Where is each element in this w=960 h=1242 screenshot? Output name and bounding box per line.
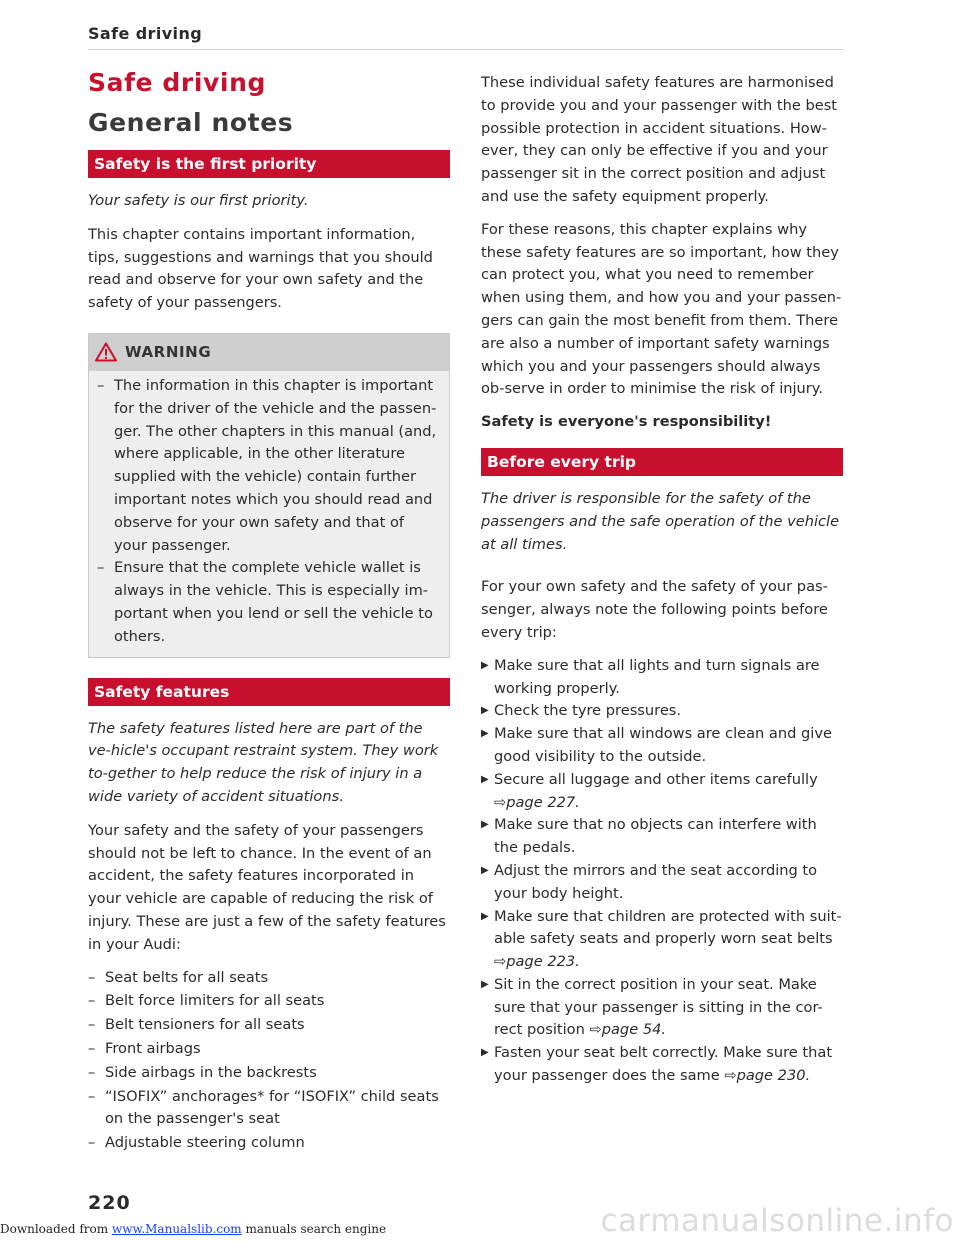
checklist-item: ▶ Fasten your seat belt correctly. Make sure that your passenger does the same ⇨page 230.	[481, 1044, 833, 1085]
warning-label: WARNING	[125, 343, 212, 362]
warning-header	[89, 334, 449, 371]
list-item: – Seat belts for all seats	[88, 968, 269, 986]
intro-text: Your safety is our first priority.	[88, 192, 309, 209]
checklist-item: ▶ Make sure that all lights and turn signals are working properly.	[481, 656, 820, 697]
warning-box	[88, 333, 450, 658]
bullet-triangle-icon: ▶	[481, 978, 489, 990]
page-reference-link[interactable]: ⇨page 223.	[494, 953, 580, 971]
bullet-triangle-icon: ▶	[481, 819, 489, 831]
left-column	[88, 66, 450, 1156]
responsibility-note: Safety is everyone's responsibility!	[481, 413, 772, 431]
checklist-item: ▶ Check the tyre pressures.	[481, 700, 843, 723]
checklist-item: ▶ Make sure that no objects can interfere with the pedals.	[481, 816, 817, 857]
warning-item: – Ensure that the complete vehicle wallet is always in the vehicle. This is especially im-portant when you lend or sell the vehicle to others.	[97, 559, 433, 645]
checklist-item: ▶ Make sure that children are protected with suit-able safety seats and properly worn seat belts ⇨page 223.	[481, 907, 842, 971]
body-paragraph: This chapter contains important information, tips, suggestions and warnings that you should read and observe for your own safety and the safety of your passengers.	[88, 225, 433, 312]
bullet-triangle-icon: ▶	[481, 659, 489, 671]
intro-text: The safety features listed here are part of the ve-hicle's occupant restraint system. They work to-gether to help reduce the risk of injury in a wide variety of accident situations.	[88, 719, 439, 805]
intro-text: The driver is responsible for the safety of the passengers and the safe operation of the vehicle at all times.	[481, 489, 840, 553]
page-number: 220	[88, 1192, 131, 1214]
list-item: – Belt force limiters for all seats	[88, 992, 325, 1010]
safety-features-list	[88, 967, 450, 1155]
list-item: – Front airbags	[88, 1039, 201, 1057]
warning-item: – The information in this chapter is important for the driver of the vehicle and the passen-ger. The other chapters in this manual (and, where applicable, in the other literature supplied with the vehicle) contain further important notes which you should read and observe for your own safety and that of your passenger.	[97, 376, 437, 554]
page-reference-link[interactable]: ⇨page 230.	[724, 1067, 811, 1085]
watermark: carmanualsonline.info	[600, 1203, 954, 1239]
body-paragraph: Your safety and the safety of your passengers should not be left to chance. In the event of an accident, the safety features incorporated in your vehicle are capable of reducing the risk of injury. These are just a few of the safety features in your Audi:	[88, 821, 446, 953]
checklist-item: ▶ Make sure that all windows are clean and give good visibility to the outside.	[481, 725, 832, 765]
manualslib-link[interactable]: www.Manualslib.com	[111, 1222, 242, 1236]
chapter-title: Safe driving	[88, 68, 266, 97]
page-reference-link[interactable]: ⇨page 227.	[494, 793, 580, 811]
header-divider	[88, 49, 844, 50]
list-item: – Adjustable steering column	[88, 1134, 305, 1152]
list-item: – “ISOFIX” anchorages* for “ISOFIX” child seats on the passenger's seat	[88, 1087, 439, 1128]
running-header: Safe driving	[88, 24, 203, 43]
body-paragraph: These individual safety features are harmonised to provide you and your passenger with the best possible protection in accident situations. How-ever, they can only be effective if you and your passenger sit in the correct position and adjust and use the safety equipment properly.	[481, 74, 838, 205]
subsection-bar-safety-features: Safety features	[88, 678, 450, 706]
bullet-triangle-icon: ▶	[481, 1047, 489, 1059]
list-item: – Belt tensioners for all seats	[88, 1016, 305, 1034]
right-column	[481, 72, 843, 1088]
bullet-triangle-icon: ▶	[481, 728, 489, 740]
checklist-item: ▶ Adjust the mirrors and the seat according to your body height.	[481, 861, 818, 902]
warning-triangle-icon	[95, 342, 117, 362]
list-item: – Side airbags in the backrests	[88, 1063, 317, 1081]
warning-body	[89, 371, 449, 657]
body-paragraph: For your own safety and the safety of your pas-senger, always note the following points before every trip:	[481, 578, 828, 641]
subsection-bar-before-trip: Before every trip	[481, 448, 843, 476]
bullet-triangle-icon: ▶	[481, 864, 489, 876]
checklist-item: ▶ Sit in the correct position in your seat. Make sure that your passenger is sitting in the cor-rect position ⇨page 54.	[481, 975, 823, 1039]
trip-checklist	[481, 655, 843, 1088]
bullet-triangle-icon: ▶	[481, 705, 489, 717]
page-reference-link[interactable]: ⇨page 54.	[589, 1021, 667, 1039]
bullet-triangle-icon: ▶	[481, 910, 489, 922]
body-paragraph: For these reasons, this chapter explains why these safety features are so important, how they can protect you, what you need to remember when using them, and how you and your passen-gers can gain the most benefit from them. There are also a number of important safety warnings which you and your passengers should always ob-serve in order to minimise the risk of injury.	[481, 220, 842, 398]
section-heading: General notes	[88, 108, 294, 137]
bullet-triangle-icon: ▶	[481, 773, 489, 785]
checklist-item: ▶ Secure all luggage and other items carefully ⇨page 227.	[481, 770, 818, 811]
download-notice: Downloaded from www.Manualslib.com manuals search engine	[0, 1222, 387, 1236]
subsection-bar-safety-priority: Safety is the first priority	[88, 150, 450, 178]
